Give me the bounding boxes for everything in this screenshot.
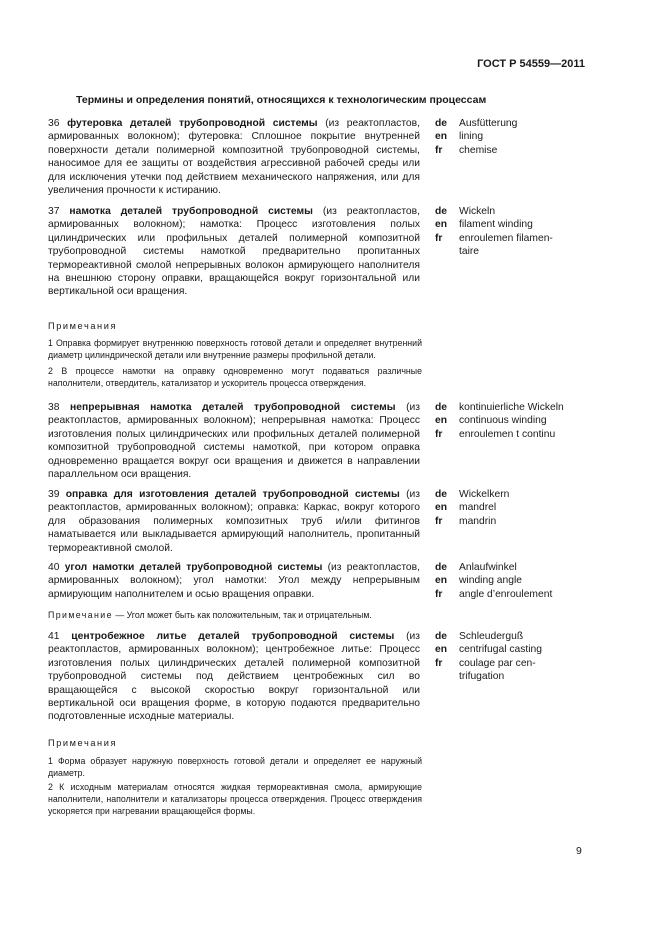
- term-entry-37: 37 намотка деталей трубопроводной системы (из реактопластов, армированных волокном); намотка: Процесс изготовления полых цилиндрических или профильных деталей полимерной композитной трубопроводной системы намоткой предварительно пропитанных термореактивной смолой непрерывных волокон армирующего наполнителя на внешнюю сторону оправки, вращающейся вокруг горизонтальной или вертикальной оси вращения.: [48, 206, 420, 298]
- section-title: Термины и определения понятий, относящихся к технологическим процессам: [76, 94, 487, 106]
- term-name: футеровка деталей трубопроводной системы: [67, 118, 318, 129]
- term-entry-41: 41 центробежное литье деталей трубопроводной системы (из реактопластов, армированных волокном); центробежное литье: Процесс изготовления полых цилиндрических деталей полимерной композитной трубопроводной системы под действием центробежных сил во вращающейся с высокой скоростью вокруг горизонтальной или вертикальной оси вращения форме, в которую подаются предварительно подготовленные исходные материалы.: [48, 631, 420, 723]
- translations-38: de kontinuierliche Wickeln en continuous winding fr enroulemen t continu: [435, 402, 564, 440]
- note-41-2: 2 К исходным материалам относятся жидкая термореактивная смола, армирующие наполнители, наполнители и катализаторы процесса отверждения. Процесс отверждения ускоряется при нагревании вращающейся формы.: [48, 782, 422, 816]
- translations-37: de Wickeln en filament winding fr enroulemen filamen- taire: [435, 206, 553, 258]
- translations-41: de Schleuderguß en centrifugal casting fr coulage par cen- trifugation: [435, 631, 542, 683]
- term-name: непрерывная намотка деталей трубопроводной системы: [70, 402, 396, 413]
- term-name: оправка для изготовления деталей трубопроводной системы: [65, 489, 400, 500]
- note-37-2: 2 В процессе намотки на оправку одновременно могут подаваться различные наполнители, отвердитель, катализатор и ускоритель процесса отверждения.: [48, 366, 422, 388]
- term-entry-36: 36 футеровка деталей трубопроводной системы (из реактопластов, армированных волокном); футеровка: Сплошное покрытие внутренней поверхности детали полимерной композитной трубопроводной системы, наносимое для ее защиты от воздействия агрессивной рабочей среды или для исключения утечки под действием механического напряжения, или для увеличения прочности к истиранию.: [48, 118, 420, 197]
- notes-heading-41: Примечания: [48, 738, 118, 748]
- translations-39: de Wickelkern en mandrel fr mandrin: [435, 489, 510, 527]
- translations-40: de Anlaufwinkel en winding angle fr angle d’enroulement: [435, 562, 553, 600]
- term-entry-38: 38 непрерывная намотка деталей трубопроводной системы (из реактопластов, армированных волокном); непрерывная намотка: Процесс изготовления полых цилиндрических или профильных деталей полимерной композитной трубопроводной системы намоткой, при котором оправка одновременно вращается вокруг оси вращения и движется в направлении параллельном оси вращения.: [48, 402, 420, 481]
- term-name: угол намотки деталей трубопроводной системы: [64, 562, 323, 573]
- standard-header: ГОСТ Р 54559—2011: [477, 58, 585, 70]
- translations-36: de Ausfütterung en lining fr chemise: [435, 118, 518, 156]
- notes-heading: Примечания: [48, 321, 118, 331]
- page-number: 9: [576, 845, 582, 857]
- note-41-1: 1 Форма образует наружную поверхность готовой детали и определяет ее наружный диаметр.: [48, 756, 422, 778]
- term-entry-39: 39 оправка для изготовления деталей трубопроводной системы (из реактопластов, армированных волокном); оправка: Каркас, вокруг которого для образования полимерных композитных труб и/или фитингов наматывается или выкладывается армирующий наполнитель, пропитанный термореактивной смолой.: [48, 489, 421, 554]
- note-37-1: 1 Оправка формирует внутреннюю поверхность готовой детали и определяет внутренний диаметр цилиндрической детали или внутренние размеры профильной детали.: [48, 338, 422, 360]
- term-name: центробежное литье деталей трубопроводной системы: [71, 631, 395, 642]
- term-entry-40: 40 угол намотки деталей трубопроводной системы (из реактопластов, армированных волокном); угол намотки: Угол между непрерывным армирующим наполнителем и осью вращения оправки.: [48, 562, 420, 600]
- note-40: Примечание — Угол может быть как положительным, так и отрицательным.: [48, 610, 372, 620]
- term-name: намотка деталей трубопроводной системы: [69, 206, 313, 217]
